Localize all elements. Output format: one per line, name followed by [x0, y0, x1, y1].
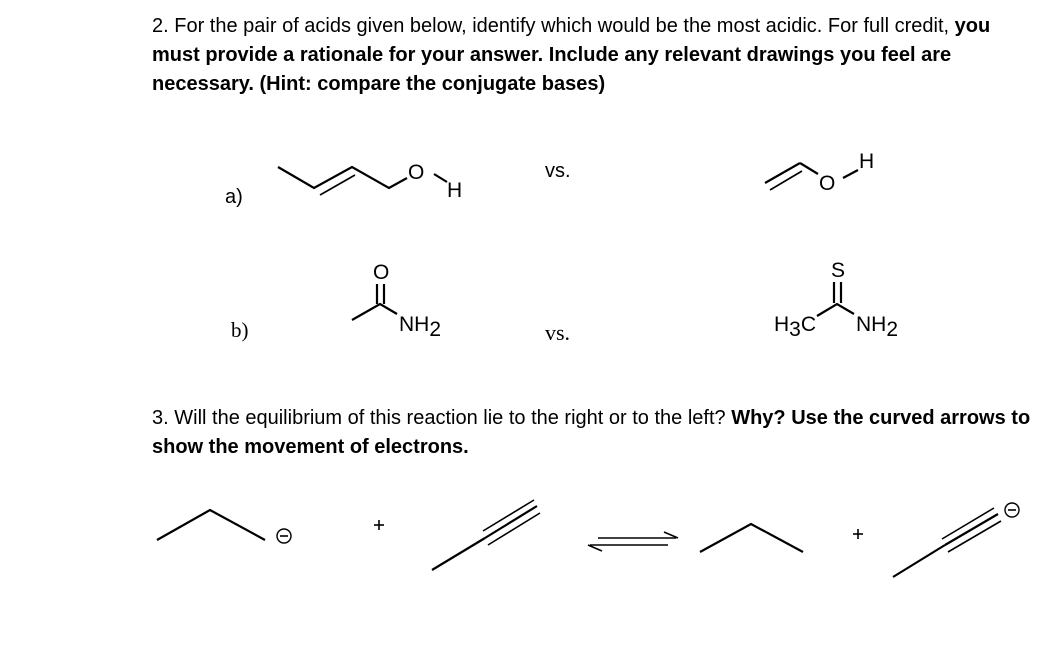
molecule-b-left [352, 261, 441, 341]
atom-sulfur: S [831, 259, 846, 282]
methyl-h: H [774, 313, 790, 336]
methyl-subscript: 3 [789, 318, 801, 341]
question-2-instructions: you must provide a rationale for your answer. Include any relevant drawings you feel are necessary. (Hint: compare the conjugate bases) [152, 15, 991, 95]
reactant-propyne [432, 500, 540, 570]
molecule-b-right [774, 259, 898, 341]
methyl-c: C [800, 313, 817, 336]
amine-text: NH [399, 313, 430, 336]
amine-text: NH [856, 313, 887, 336]
plus-sign-1 [374, 520, 384, 530]
amine-group [856, 313, 898, 341]
product-propynide [893, 503, 1019, 577]
atom-oxygen: O [819, 172, 836, 195]
question-3-instructions: Use the curved arrows to show the movement of electrons. [152, 407, 1031, 458]
product-propane [700, 524, 803, 552]
equilibrium-arrows [588, 532, 678, 551]
molecule-a-right [765, 150, 874, 195]
part-a-vs: vs. [545, 160, 571, 182]
amine-subscript: 2 [886, 318, 899, 341]
part-a-label: a) [225, 186, 243, 208]
part-b-label: b) [231, 318, 249, 342]
atom-oxygen: O [373, 261, 390, 284]
amine-group [399, 313, 441, 341]
question-3-number: 3. [152, 407, 169, 429]
molecule-a-left [278, 161, 462, 202]
amine-subscript: 2 [429, 318, 442, 341]
question-3-why: Why? [731, 407, 786, 429]
question-2-number: 2. [152, 15, 169, 37]
reactant-propyl-anion [157, 510, 291, 543]
atom-hydrogen: H [447, 179, 463, 202]
atom-hydrogen: H [859, 150, 875, 173]
question-2-prompt: For the pair of acids given below, identify which would be the most acidic. For full credit, [174, 15, 950, 37]
question-3-prompt: Will the equilibrium of this reaction lie to the right or to the left? [174, 407, 726, 429]
part-b-vs: vs. [545, 320, 571, 345]
methyl-group [774, 313, 816, 341]
atom-oxygen: O [408, 161, 425, 184]
plus-sign-2 [853, 529, 863, 539]
